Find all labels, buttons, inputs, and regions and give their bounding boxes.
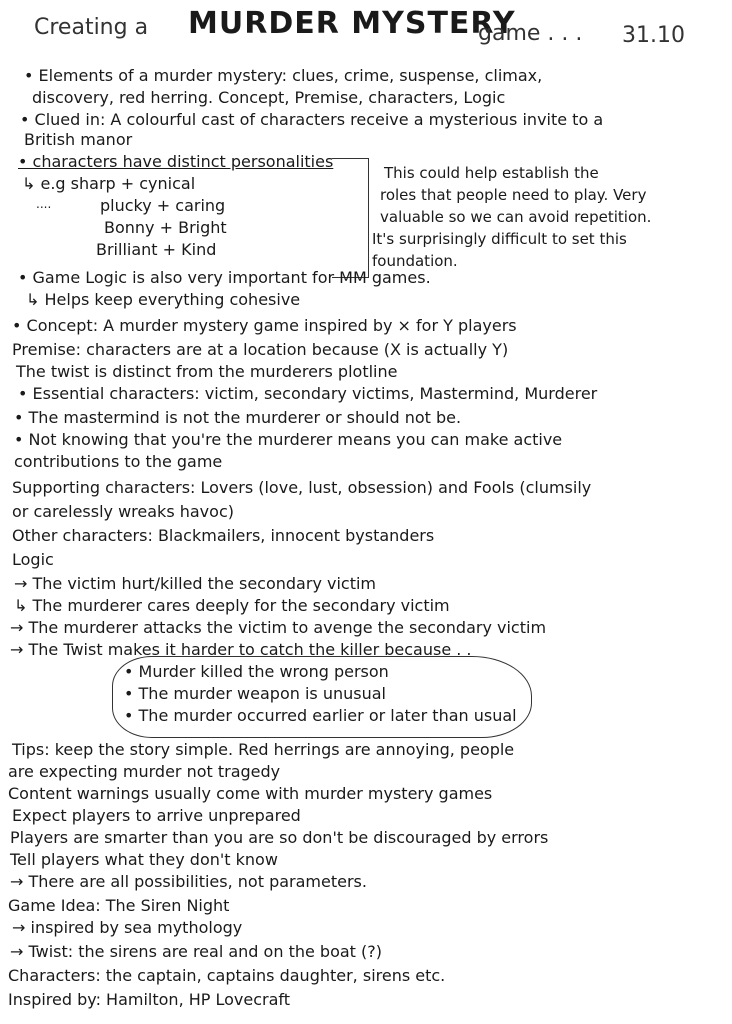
- note-tips-5: Players are smarter than you are so don't be discouraged by errors: [10, 828, 549, 847]
- note-idea-2: → inspired by sea mythology: [12, 918, 243, 937]
- note-logic-head: Logic: [12, 550, 54, 569]
- note-other-characters: Other characters: Blackmailers, innocent bystanders: [12, 526, 435, 545]
- cloud-item-3: • The murder occurred earlier or later than usual: [124, 706, 517, 725]
- characters-bracket: [332, 158, 369, 278]
- note-logic-c: → The murderer attacks the victim to avenge the secondary victim: [10, 618, 547, 637]
- note-supporting-1: Supporting characters: Lovers (love, lust, obsession) and Fools (clumsily: [12, 478, 592, 497]
- title-highlight: MURDER MYSTERY: [188, 6, 516, 41]
- note-tips-3: Content warnings usually come with murder mystery games: [8, 784, 493, 803]
- side-note-4: It's surprisingly difficult to set this: [372, 230, 627, 248]
- title-date: 31.10: [622, 23, 685, 48]
- note-concept: • Concept: A murder mystery game inspired by × for Y players: [12, 316, 517, 335]
- note-characters-head: • characters have distinct personalities: [18, 152, 334, 171]
- note-elements-2: discovery, red herring. Concept, Premise, characters, Logic: [32, 88, 506, 107]
- note-logic-1: • Game Logic is also very important for MM games.: [18, 268, 431, 287]
- note-tips-6: Tell players what they don't know: [10, 850, 278, 869]
- note-characters-dots: ....: [36, 197, 52, 211]
- note-characters-4: Brilliant + Kind: [96, 240, 217, 259]
- note-supporting-2: or carelessly wreaks havoc): [12, 502, 234, 521]
- title-suffix: game . . .: [478, 21, 583, 46]
- note-idea-5: Inspired by: Hamilton, HP Lovecraft: [8, 990, 291, 1009]
- cloud-item-2: • The murder weapon is unusual: [124, 684, 386, 703]
- note-mastermind: • The mastermind is not the murderer or should not be.: [14, 408, 462, 427]
- note-elements-1: • Elements of a murder mystery: clues, crime, suspense, climax,: [24, 66, 543, 85]
- note-logic-b: ↳ The murderer cares deeply for the secondary victim: [14, 596, 450, 615]
- side-note-2: roles that people need to play. Very: [380, 186, 647, 204]
- note-premise: Premise: characters are at a location because (X is actually Y): [12, 340, 509, 359]
- note-idea-4: Characters: the captain, captains daughter, sirens etc.: [8, 966, 446, 985]
- note-tips-2: are expecting murder not tragedy: [8, 762, 281, 781]
- note-notknowing-2: contributions to the game: [14, 452, 223, 471]
- note-essential: • Essential characters: victim, secondary victims, Mastermind, Murderer: [18, 384, 598, 403]
- side-note-3: valuable so we can avoid repetition.: [380, 208, 652, 226]
- side-note-5: foundation.: [372, 252, 458, 270]
- side-note-1: This could help establish the: [384, 164, 599, 182]
- note-characters-eg: ↳ e.g sharp + cynical: [22, 174, 196, 193]
- note-characters-2: plucky + caring: [100, 196, 226, 215]
- note-clued-1: • Clued in: A colourful cast of characters receive a mysterious invite to a: [20, 110, 604, 129]
- note-idea-3: → Twist: the sirens are real and on the boat (?): [10, 942, 382, 961]
- note-characters-3: Bonny + Bright: [104, 218, 227, 237]
- note-tips-1: Tips: keep the story simple. Red herrings are annoying, people: [12, 740, 515, 759]
- note-notknowing-1: • Not knowing that you're the murderer means you can make active: [14, 430, 563, 449]
- note-logic-a: → The victim hurt/killed the secondary victim: [14, 574, 377, 593]
- note-tips-7: → There are all possibilities, not parameters.: [10, 872, 367, 891]
- note-idea-1: Game Idea: The Siren Night: [8, 896, 230, 915]
- cloud-item-1: • Murder killed the wrong person: [124, 662, 389, 681]
- note-clued-2: British manor: [24, 130, 133, 149]
- note-logic-d: → The Twist makes it harder to catch the killer because . .: [10, 640, 472, 659]
- note-twist: The twist is distinct from the murderers plotline: [16, 362, 398, 381]
- note-logic-2: ↳ Helps keep everything cohesive: [26, 290, 301, 309]
- note-tips-4: Expect players to arrive unprepared: [12, 806, 301, 825]
- title-prefix: Creating a: [34, 15, 149, 40]
